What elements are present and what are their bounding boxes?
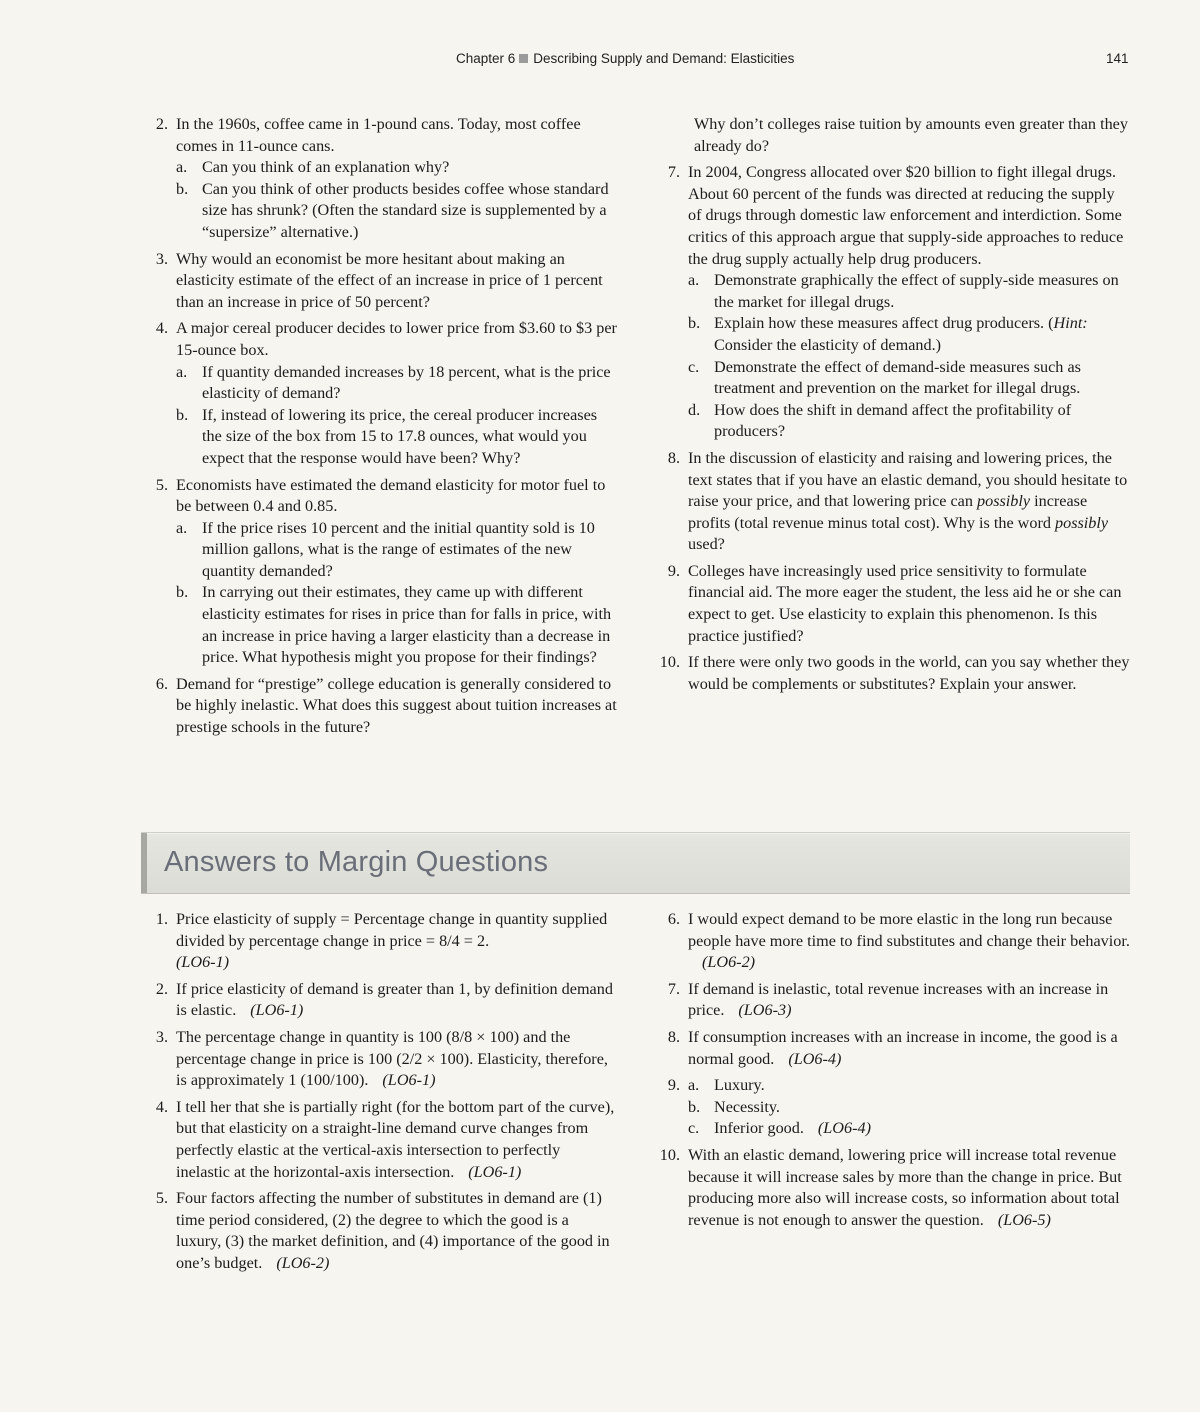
text-run: I would expect demand to be more elastic in the long run because people have more time to find substitutes and change their behavior. — [688, 910, 1130, 950]
subquestion-letter: b. — [176, 583, 189, 602]
learning-objective: (LO6-3) — [738, 1001, 792, 1020]
text-run: Price elasticity of supply = Percentage change in quantity supplied divided by percentage change in price = 8/4 = 2. — [176, 910, 608, 950]
subquestion — [688, 400, 1132, 443]
question-number: 7. — [667, 163, 680, 182]
learning-objective: (LO6-2) — [276, 1253, 330, 1272]
subquestion-letter: b. — [176, 179, 189, 198]
subquestion-letter: a. — [176, 158, 188, 177]
question-text: In the 1960s, coffee came in 1-pound cans. Today, most coffee comes in 11-ounce cans. — [176, 115, 581, 155]
question-text: If there were only two goods in the world, can you say whether they would be complements or substitutes? Explain your answer. — [688, 653, 1130, 693]
subquestion-text — [714, 314, 1088, 354]
text-run: Four factors affecting the number of substitutes in demand are (1) time period considered, (2) the degree to which the good is a luxury, (3) the market definition, and (4) importance of the good in one’s budget. — [176, 1189, 610, 1272]
question-text: Economists have estimated the demand elasticity for motor fuel to be between 0.4 and 0.85. — [176, 475, 606, 516]
subquestion-text: If quantity demanded increases by 18 percent, what is the price elasticity of demand? — [202, 362, 611, 403]
answer-text — [688, 1145, 1132, 1231]
subquestion — [176, 179, 618, 244]
text-run: If demand is inelastic, total revenue increases with an increase in price. — [688, 979, 1109, 1020]
question-text: A major cereal producer decides to lower price from $3.60 to $3 per 15-ounce box. — [176, 319, 617, 359]
subquestion-letter: b. — [688, 314, 701, 333]
answer-part-text: Inferior good. — [714, 1119, 804, 1138]
section-header-accent-bar — [141, 833, 147, 893]
subquestion-letter: a. — [176, 518, 188, 537]
emphasis: possibly — [1055, 513, 1109, 532]
square-bullet-icon — [519, 54, 528, 63]
text-run: used? — [688, 535, 725, 554]
learning-objective: (LO6-4) — [817, 1119, 871, 1138]
learning-objective: (LO6-2) — [702, 953, 756, 972]
subquestion-text: Demonstrate graphically the effect of supply-side measures on the market for illegal drugs. — [714, 271, 1119, 311]
question-number: 6. — [155, 674, 168, 693]
subquestion-letter: c. — [688, 357, 700, 376]
question-4 — [148, 318, 618, 469]
learning-objective: (LO6-5) — [997, 1210, 1051, 1229]
answer-5 — [148, 1188, 618, 1274]
learning-objective: (LO6-1) — [382, 1071, 436, 1090]
answer-7 — [660, 979, 1132, 1022]
text-run: If price elasticity of demand is greater than 1, by definition demand is elastic. — [176, 979, 613, 1020]
answer-8 — [660, 1027, 1132, 1070]
subquestion-letter: a. — [688, 271, 700, 290]
text-run: If consumption increases with an increase in income, the good is a normal good. — [688, 1027, 1118, 1068]
answer-text — [176, 1097, 618, 1183]
subquestion — [688, 270, 1132, 313]
question-8 — [660, 448, 1132, 556]
question-text: Why would an economist be more hesitant about making an elasticity estimate of the effect of an increase in price of 1 percent than an increase in price of 50 percent? — [176, 249, 603, 311]
text-run: The percentage change in quantity is 100 (8/8 × 100) and the percentage change in price is 100 (2/2 × 100). Elasticity, therefore, is approximately 1 (100/100). — [176, 1027, 608, 1090]
text-run: Consider the elasticity of demand.) — [714, 335, 942, 354]
subquestion-text: Can you think of an explanation why? — [202, 158, 450, 177]
subquestion-text: Can you think of other products besides coffee whose standard size has shrunk? (Often the standard size is supplemented by a “supersize” alternative.) — [202, 179, 609, 241]
hint-label: Hint: — [1053, 314, 1088, 333]
text-run: With an elastic demand, lowering price will increase total revenue because it will increase sales by more than the change in price. But producing more also will increase costs, so information about total revenue is not enough to answer the question. — [688, 1145, 1122, 1229]
answer-text — [176, 979, 618, 1022]
text-run: In the discussion of elasticity and raising and lowering prices, the text states that if you have an elastic demand, you should hesitate to raise your price, and that lowering price can — [688, 448, 1128, 511]
question-number: 4. — [155, 319, 168, 338]
answer-3 — [148, 1027, 618, 1092]
subquestion — [176, 405, 618, 470]
question-text — [688, 448, 1132, 556]
questions-right-column — [660, 114, 1132, 700]
answers-left-column — [148, 909, 618, 1280]
answer-part-letter: a. — [688, 1076, 700, 1095]
answer-4 — [148, 1097, 618, 1183]
page-number: 141 — [1106, 51, 1129, 66]
learning-objective: (LO6-1) — [176, 953, 230, 972]
question-2 — [148, 114, 618, 244]
questions-left-column — [148, 114, 618, 744]
answer-number: 6. — [667, 910, 680, 928]
subquestion-letter: d. — [688, 400, 701, 419]
section-title: Answers to Margin Questions — [164, 846, 549, 878]
answers-right-column — [660, 909, 1132, 1236]
question-10 — [660, 652, 1132, 695]
answer-part-letter: b. — [688, 1097, 701, 1116]
answer-text — [176, 1188, 618, 1274]
answer-number: 1. — [155, 910, 168, 928]
answer-number: 9. — [667, 1076, 680, 1095]
answer-6 — [660, 909, 1132, 974]
subquestion — [176, 582, 618, 668]
answer-part — [688, 1118, 1132, 1140]
answer-text — [176, 909, 618, 974]
learning-objective: (LO6-1) — [468, 1162, 522, 1181]
chapter-label: Chapter 6 — [456, 51, 516, 66]
question-6 — [148, 674, 618, 739]
question-text: Colleges have increasingly used price sensitivity to formulate financial aid. The more eager the student, the less aid he or she can expect to get. Use elasticity to explain this phenomenon. Is this practice justified? — [688, 561, 1122, 645]
question-3 — [148, 249, 618, 314]
answer-part — [688, 1075, 1132, 1097]
answer-number: 8. — [667, 1027, 680, 1046]
answer-10 — [660, 1145, 1132, 1231]
answer-text — [688, 909, 1132, 974]
question-number: 5. — [155, 475, 168, 494]
question-number: 10. — [659, 653, 680, 672]
question-text: Demand for “prestige” college education is generally considered to be highly inelastic. What does this suggest about tuition increases at prestige schools in the future? — [176, 674, 617, 737]
text-run: I tell her that she is partially right (for the bottom part of the curve), but that elasticity on a straight-line demand curve changes from perfectly elastic at the vertical-axis intersection to perfectly inelastic at the horizontal-axis intersection. — [176, 1097, 615, 1181]
subquestion-text: Demonstrate the effect of demand-side measures such as treatment and prevention on the market for illegal drugs. — [714, 357, 1081, 398]
subquestion — [688, 313, 1132, 356]
question-5 — [148, 475, 618, 669]
subquestion-letter: a. — [176, 362, 188, 381]
subquestion-text: How does the shift in demand affect the profitability of producers? — [714, 400, 1072, 441]
running-head — [0, 51, 1200, 71]
answer-text — [176, 1027, 618, 1092]
answer-part-letter: c. — [688, 1119, 700, 1138]
subquestion — [688, 357, 1132, 400]
question-number: 2. — [155, 115, 168, 133]
answer-number: 2. — [155, 979, 168, 998]
answer-text — [688, 1027, 1132, 1070]
learning-objective: (LO6-4) — [788, 1049, 842, 1068]
subquestion — [176, 362, 618, 405]
answer-number: 5. — [155, 1189, 168, 1208]
answer-9 — [660, 1075, 1132, 1140]
chapter-title — [456, 51, 794, 66]
learning-objective: (LO6-1) — [250, 1001, 304, 1020]
subquestion — [176, 157, 618, 179]
subquestion — [176, 518, 618, 583]
answer-part — [688, 1097, 1132, 1119]
answer-1 — [148, 909, 618, 974]
text-run: Explain how these measures affect drug producers. ( — [714, 314, 1054, 333]
subquestion-letter: b. — [176, 405, 189, 424]
answer-number: 4. — [155, 1097, 168, 1116]
question-text: In 2004, Congress allocated over $20 billion to fight illegal drugs. About 60 percent of the funds was directed at reducing the supply of drugs through domestic law enforcement and interdiction. Some critics of this approach argue that supply-side approaches to reduce the drug supply actually help drug producers. — [688, 163, 1124, 268]
question-9 — [660, 561, 1132, 647]
question-6-continued: Why don’t colleges raise tuition by amounts even greater than they already do? — [694, 115, 1128, 155]
answer-part-text: Necessity. — [714, 1097, 780, 1116]
answer-part-text: Luxury. — [714, 1076, 765, 1095]
answer-number: 10. — [659, 1145, 680, 1164]
question-7 — [660, 162, 1132, 443]
subquestion-text: If the price rises 10 percent and the initial quantity sold is 10 million gallons, what is the range of estimates of the new quantity demanded? — [202, 518, 595, 580]
subquestion-text: In carrying out their estimates, they came up with different elasticity estimates for rises in price than for falls in price, with an increase in price having a larger elasticity than a decrease in price. What hypothesis might you propose for their findings? — [202, 583, 612, 667]
answer-number: 3. — [155, 1027, 168, 1046]
answer-2 — [148, 979, 618, 1022]
answer-text — [688, 979, 1132, 1022]
section-header — [141, 832, 1130, 894]
chapter-name: Describing Supply and Demand: Elasticities — [533, 51, 795, 66]
question-number: 8. — [667, 448, 680, 467]
question-number: 9. — [667, 561, 680, 580]
subquestion-text: If, instead of lowering its price, the cereal producer increases the size of the box from 15 to 17.8 ounces, what would you expect that the response would have been? Why? — [202, 405, 598, 467]
text-run: increase profits (total revenue minus total cost). Why is the word — [688, 492, 1088, 532]
question-number: 3. — [155, 249, 168, 268]
answer-number: 7. — [667, 979, 680, 998]
emphasis: possibly — [977, 492, 1031, 511]
